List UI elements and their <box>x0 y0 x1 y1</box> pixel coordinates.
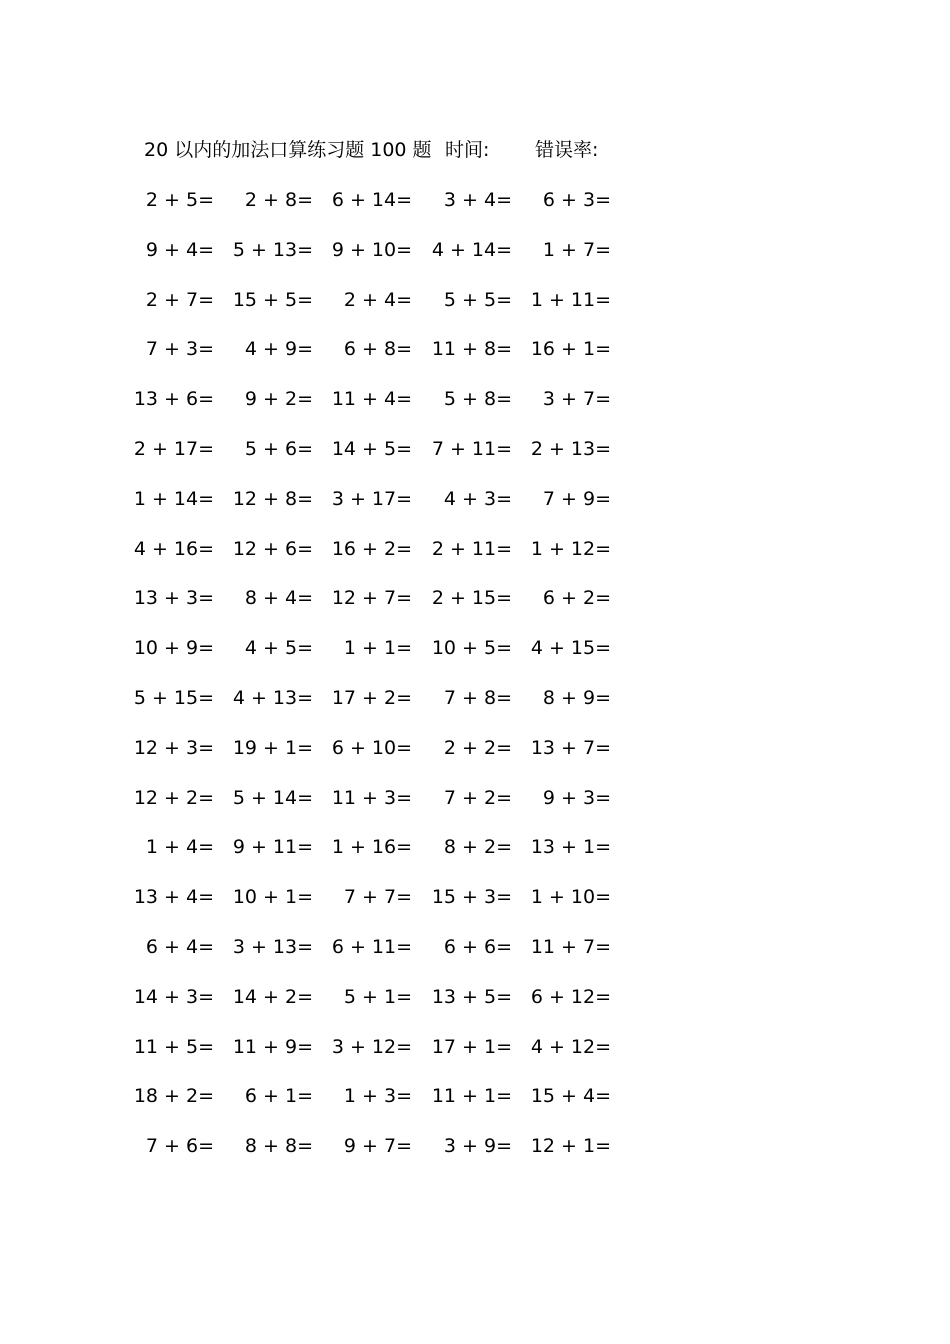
problem-item: 11 + 9= <box>232 1036 313 1058</box>
problem-item: 1 + 11= <box>530 289 611 311</box>
problem-item: 13 + 5= <box>431 986 512 1008</box>
problem-item: 2 + 2= <box>443 737 512 759</box>
problem-item: 3 + 17= <box>331 488 412 510</box>
problem-item: 3 + 7= <box>542 388 611 410</box>
problem-item: 6 + 10= <box>331 737 412 759</box>
problem-item: 9 + 11= <box>232 836 313 858</box>
problem-item: 17 + 1= <box>431 1036 512 1058</box>
problem-item: 3 + 9= <box>443 1135 512 1157</box>
problem-item: 12 + 8= <box>232 488 313 510</box>
problem-item: 4 + 5= <box>244 637 313 659</box>
problem-item: 5 + 1= <box>343 986 412 1008</box>
problem-item: 11 + 3= <box>331 787 412 809</box>
problem-item: 2 + 11= <box>431 538 512 560</box>
problem-item: 7 + 6= <box>145 1135 214 1157</box>
problem-item: 9 + 7= <box>343 1135 412 1157</box>
problem-item: 11 + 8= <box>431 338 512 360</box>
problem-item: 12 + 1= <box>530 1135 611 1157</box>
problem-item: 15 + 3= <box>431 886 512 908</box>
problem-item: 7 + 7= <box>343 886 412 908</box>
problem-item: 6 + 12= <box>530 986 611 1008</box>
problem-item: 2 + 4= <box>343 289 412 311</box>
problem-item: 10 + 9= <box>133 637 214 659</box>
worksheet-header <box>144 136 599 164</box>
problem-item: 6 + 4= <box>145 936 214 958</box>
problem-item: 1 + 3= <box>343 1085 412 1107</box>
problem-item: 5 + 5= <box>443 289 512 311</box>
problem-item: 4 + 16= <box>133 538 214 560</box>
worksheet-title: 20 以内的加法口算练习题 100 题 <box>144 139 432 161</box>
problem-item: 6 + 1= <box>244 1085 313 1107</box>
problem-item: 7 + 11= <box>431 438 512 460</box>
problem-item: 2 + 17= <box>133 438 214 460</box>
problem-item: 12 + 3= <box>133 737 214 759</box>
problem-item: 4 + 12= <box>530 1036 611 1058</box>
problem-item: 11 + 5= <box>133 1036 214 1058</box>
problem-item: 14 + 5= <box>331 438 412 460</box>
problem-item: 2 + 5= <box>145 189 214 211</box>
problem-item: 5 + 15= <box>133 687 214 709</box>
problem-item: 8 + 9= <box>542 687 611 709</box>
problem-item: 13 + 4= <box>133 886 214 908</box>
problem-item: 13 + 1= <box>530 836 611 858</box>
problem-item: 14 + 2= <box>232 986 313 1008</box>
problem-item: 12 + 6= <box>232 538 313 560</box>
problem-item: 14 + 3= <box>133 986 214 1008</box>
problem-item: 6 + 2= <box>542 587 611 609</box>
problem-item: 7 + 9= <box>542 488 611 510</box>
problem-item: 7 + 3= <box>145 338 214 360</box>
problem-item: 4 + 15= <box>530 637 611 659</box>
problem-item: 9 + 3= <box>542 787 611 809</box>
problem-item: 10 + 5= <box>431 637 512 659</box>
problem-item: 12 + 2= <box>133 787 214 809</box>
problem-item: 7 + 2= <box>443 787 512 809</box>
problem-item: 9 + 10= <box>331 239 412 261</box>
problem-item: 2 + 8= <box>244 189 313 211</box>
problem-item: 4 + 3= <box>443 488 512 510</box>
problem-item: 17 + 2= <box>331 687 412 709</box>
error-rate-label: 错误率: <box>535 139 599 161</box>
problem-item: 11 + 4= <box>331 388 412 410</box>
problem-item: 1 + 14= <box>133 488 214 510</box>
problem-item: 16 + 2= <box>331 538 412 560</box>
problem-item: 15 + 5= <box>232 289 313 311</box>
problem-item: 3 + 13= <box>232 936 313 958</box>
problem-item: 9 + 2= <box>244 388 313 410</box>
problem-item: 18 + 2= <box>133 1085 214 1107</box>
problem-item: 2 + 15= <box>431 587 512 609</box>
problem-item: 4 + 13= <box>232 687 313 709</box>
problem-item: 13 + 6= <box>133 388 214 410</box>
problem-item: 4 + 9= <box>244 338 313 360</box>
problem-item: 8 + 4= <box>244 587 313 609</box>
problem-item: 1 + 4= <box>145 836 214 858</box>
problem-item: 7 + 8= <box>443 687 512 709</box>
problem-item: 1 + 1= <box>343 637 412 659</box>
problem-item: 11 + 7= <box>530 936 611 958</box>
problem-item: 1 + 16= <box>331 836 412 858</box>
problem-item: 10 + 1= <box>232 886 313 908</box>
problem-item: 12 + 7= <box>331 587 412 609</box>
problem-item: 6 + 8= <box>343 338 412 360</box>
problem-item: 2 + 7= <box>145 289 214 311</box>
problem-item: 4 + 14= <box>431 239 512 261</box>
problem-item: 19 + 1= <box>232 737 313 759</box>
problem-item: 1 + 10= <box>530 886 611 908</box>
problem-item: 2 + 13= <box>530 438 611 460</box>
problem-item: 3 + 12= <box>331 1036 412 1058</box>
problem-item: 5 + 14= <box>232 787 313 809</box>
problem-item: 6 + 14= <box>331 189 412 211</box>
problem-item: 11 + 1= <box>431 1085 512 1107</box>
problem-item: 5 + 13= <box>232 239 313 261</box>
problem-item: 1 + 12= <box>530 538 611 560</box>
problem-item: 9 + 4= <box>145 239 214 261</box>
problem-item: 6 + 11= <box>331 936 412 958</box>
problem-item: 5 + 8= <box>443 388 512 410</box>
problem-item: 3 + 4= <box>443 189 512 211</box>
problem-item: 15 + 4= <box>530 1085 611 1107</box>
problem-item: 8 + 2= <box>443 836 512 858</box>
problem-item: 6 + 3= <box>542 189 611 211</box>
problem-item: 8 + 8= <box>244 1135 313 1157</box>
problem-item: 13 + 7= <box>530 737 611 759</box>
problem-item: 1 + 7= <box>542 239 611 261</box>
problem-item: 13 + 3= <box>133 587 214 609</box>
problem-item: 5 + 6= <box>244 438 313 460</box>
problem-item: 6 + 6= <box>443 936 512 958</box>
time-label: 时间: <box>445 139 490 161</box>
problem-item: 16 + 1= <box>530 338 611 360</box>
